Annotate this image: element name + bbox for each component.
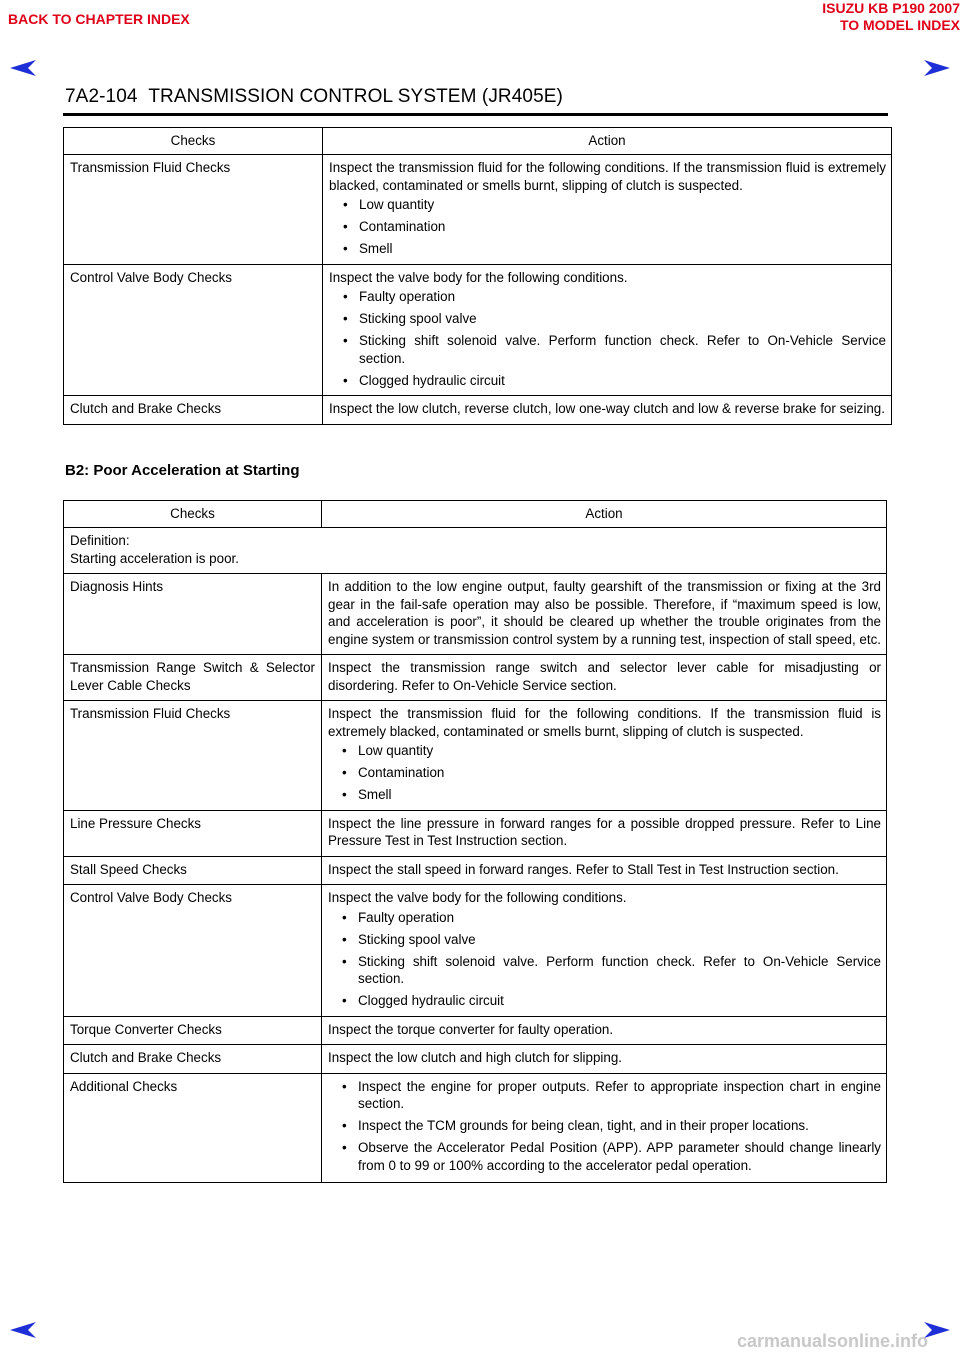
action-cell: Inspect the torque converter for faulty operation. <box>322 1016 887 1045</box>
list-item: • Contamination <box>328 764 881 782</box>
check-cell: Transmission Range Switch & Selector Lever Cable Checks <box>64 655 322 701</box>
action-cell: Inspect the low clutch and high clutch for slipping. <box>322 1045 887 1074</box>
check-cell: Clutch and Brake Checks <box>64 396 323 425</box>
check-cell: Line Pressure Checks <box>64 810 322 856</box>
check-cell: Stall Speed Checks <box>64 856 322 885</box>
prev-page-arrow-icon[interactable] <box>8 58 38 78</box>
list-item: • Sticking shift solenoid valve. Perform function check. Refer to On-Vehicle Service section. <box>329 332 886 367</box>
back-to-chapter-index-link[interactable]: BACK TO CHAPTER INDEX <box>8 11 190 27</box>
table-row <box>64 1045 887 1074</box>
table-row <box>64 701 887 811</box>
definition-row <box>64 528 887 574</box>
action-cell <box>323 155 892 265</box>
action-text: Inspect the valve body for the following conditions. <box>328 890 627 905</box>
action-text: Inspect the transmission fluid for the following conditions. If the transmission fluid is extremely blacked, contaminated or smells burnt, slipping of clutch is suspected. <box>328 706 881 739</box>
col-header-checks: Checks <box>64 128 323 155</box>
table-row <box>64 655 887 701</box>
table-row <box>64 155 892 265</box>
definition-text: Starting acceleration is poor. <box>70 550 239 566</box>
section-heading: B2: Poor Acceleration at Starting <box>65 462 300 479</box>
action-cell: Inspect the transmission range switch and selector lever cable for misadjusting or disordering. Refer to On-Vehicle Service section. <box>322 655 887 701</box>
action-cell: Inspect the low clutch, reverse clutch, low one-way clutch and low & reverse brake for seizing. <box>323 396 892 425</box>
list-item: • Clogged hydraulic circuit <box>328 992 881 1010</box>
action-cell: In addition to the low engine output, faulty gearshift of the transmission or fixing at the 3rd gear in the fail-safe operation may also be possible. Therefore, if “maximum speed is low, and acceleration is poor”, it should be cleared up whether the trouble originates from the engine system or transmission control system by a running test, inspection of stall speed, etc. <box>322 574 887 655</box>
action-text: Inspect the valve body for the following conditions. <box>329 269 628 285</box>
list-item: • Observe the Accelerator Pedal Position (APP). APP parameter should change linearly from 0 to 99 or 100% according to the accelerator pedal operation. <box>328 1139 881 1174</box>
list-item: • Faulty operation <box>329 288 886 306</box>
table-row <box>64 264 892 396</box>
list-item: • Low quantity <box>328 742 881 760</box>
list-item: • Inspect the TCM grounds for being clean, tight, and in their proper locations. <box>328 1117 881 1135</box>
list-item: • Inspect the engine for proper outputs. Refer to appropriate inspection chart in engine section. <box>328 1078 881 1113</box>
definition-label: Definition: <box>70 533 130 548</box>
action-cell <box>322 701 887 811</box>
page-header <box>65 86 563 108</box>
list-item: • Sticking spool valve <box>328 931 881 949</box>
table-row <box>64 885 887 1017</box>
action-text: Inspect the transmission fluid for the following conditions. If the transmission fluid is extremely blacked, contaminated or smells burnt, slipping of clutch is suspected. <box>329 160 886 193</box>
check-cell: Diagnosis Hints <box>64 574 322 655</box>
list-item: • Sticking spool valve <box>329 310 886 328</box>
table-row <box>64 810 887 856</box>
diagnosis-table-2 <box>63 500 887 1183</box>
list-item: • Contamination <box>329 218 886 236</box>
table-row <box>64 574 887 655</box>
action-cell <box>322 885 887 1017</box>
list-item: • Smell <box>328 786 881 804</box>
list-item: • Faulty operation <box>328 909 881 927</box>
table-row <box>64 396 892 425</box>
header-rule <box>63 113 888 116</box>
page-title: TRANSMISSION CONTROL SYSTEM (JR405E) <box>148 86 563 107</box>
page-code: 7A2-104 <box>65 86 138 107</box>
action-cell: Inspect the line pressure in forward ranges for a possible dropped pressure. Refer to Line Pressure Test in Test Instruction section. <box>322 810 887 856</box>
col-header-action: Action <box>322 501 887 528</box>
watermark: carmanualsonline.info <box>736 1331 928 1351</box>
action-cell <box>322 1073 887 1183</box>
action-cell <box>323 264 892 396</box>
table-header-row <box>64 128 892 155</box>
list-item: • Clogged hydraulic circuit <box>329 372 886 390</box>
check-cell: Control Valve Body Checks <box>64 885 322 1017</box>
next-page-arrow-icon[interactable] <box>922 58 952 78</box>
table-row <box>64 1016 887 1045</box>
list-item: • Smell <box>329 240 886 258</box>
to-model-index-link[interactable]: TO MODEL INDEX <box>839 17 960 33</box>
table-header-row <box>64 501 887 528</box>
col-header-action: Action <box>323 128 892 155</box>
col-header-checks: Checks <box>64 501 322 528</box>
list-item: • Sticking shift solenoid valve. Perform function check. Refer to On-Vehicle Service section. <box>328 953 881 988</box>
check-cell: Control Valve Body Checks <box>64 264 323 396</box>
diagnosis-table-1 <box>63 127 892 425</box>
check-cell: Clutch and Brake Checks <box>64 1045 322 1074</box>
check-cell: Additional Checks <box>64 1073 322 1183</box>
list-item: • Low quantity <box>329 196 886 214</box>
model-title-link[interactable]: ISUZU KB P190 2007 <box>822 0 960 16</box>
definition-cell <box>64 528 887 574</box>
check-cell: Torque Converter Checks <box>64 1016 322 1045</box>
check-cell: Transmission Fluid Checks <box>64 701 322 811</box>
check-cell: Transmission Fluid Checks <box>64 155 323 265</box>
prev-page-arrow-bottom-icon[interactable] <box>8 1320 38 1340</box>
action-cell: Inspect the stall speed in forward ranges. Refer to Stall Test in Test Instruction section. <box>322 856 887 885</box>
table-row <box>64 1073 887 1183</box>
table-row <box>64 856 887 885</box>
